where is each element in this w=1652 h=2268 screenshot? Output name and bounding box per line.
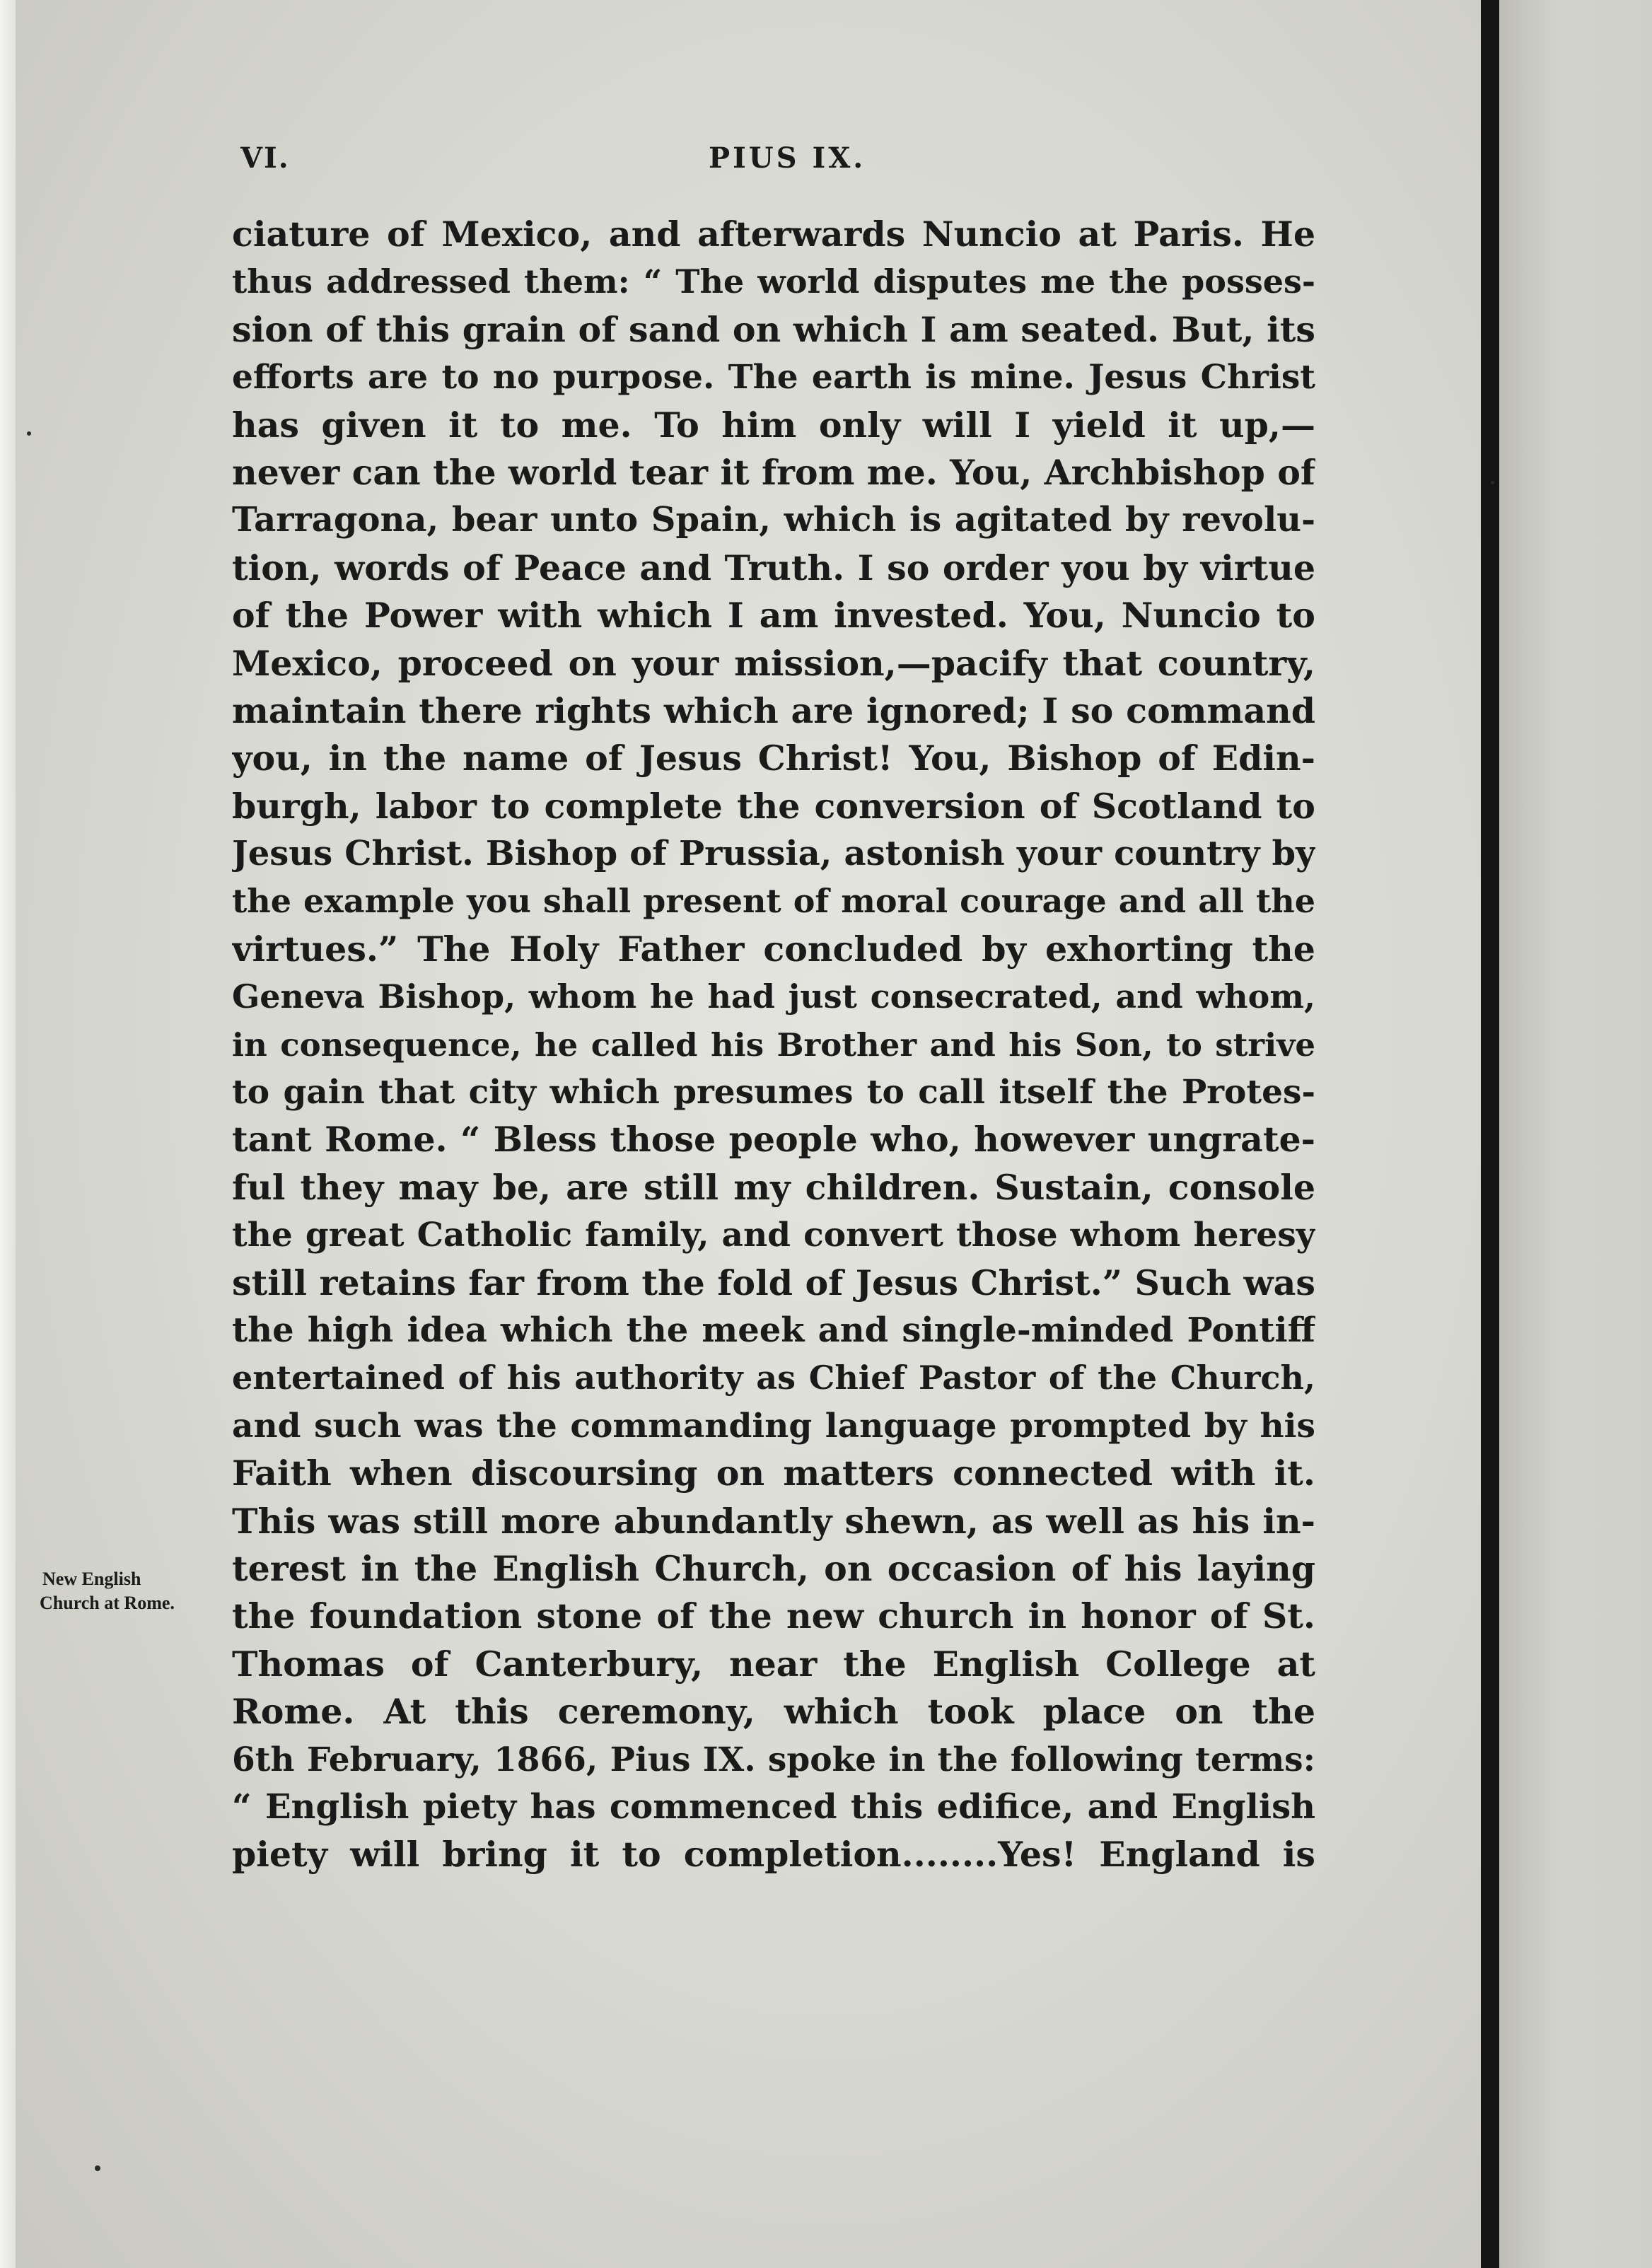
- text-line: and such was the commanding language prompted by his: [232, 1406, 1315, 1446]
- text-line: Faith when discoursing on matters connected with it.: [232, 1453, 1315, 1494]
- text-line: thus addressed them: “ The world disputes me the posses-: [232, 262, 1315, 301]
- text-line: the foundation stone of the new church in honor of St.: [232, 1595, 1315, 1637]
- margin-note-line: Church at Rome.: [40, 1593, 175, 1613]
- page-number: VI.: [240, 141, 290, 175]
- book-binding-edge: [1481, 0, 1499, 2268]
- text-line: of the Power with which I am invested. You, Nuncio to: [232, 595, 1315, 636]
- text-line: entertained of his authority as Chief Pastor of the Church,: [232, 1359, 1315, 1397]
- text-line: Jesus Christ. Bishop of Prussia, astonish your country by: [232, 834, 1315, 874]
- text-line: to gain that city which presumes to call itself the Protes-: [232, 1073, 1315, 1112]
- text-line: Mexico, proceed on your mission,—pacify that country,: [232, 642, 1315, 684]
- margin-note-line: New English: [42, 1569, 141, 1589]
- text-line: ciature of Mexico, and afterwards Nuncio at Paris. He: [232, 214, 1315, 255]
- text-line: “ English piety has commenced this edifice, and English: [232, 1786, 1315, 1827]
- scan-speck: [27, 431, 31, 436]
- body-text: [232, 211, 1315, 1879]
- text-line: 6th February, 1866, Pius IX. spoke in the following terms:: [232, 1740, 1315, 1779]
- text-line: you, in the name of Jesus Christ! You, Bishop of Edin-: [232, 738, 1315, 779]
- text-line: burgh, labor to complete the conversion of Scotland to: [232, 785, 1315, 827]
- text-line: tion, words of Peace and Truth. I so order you by virtue: [232, 547, 1315, 588]
- text-line: Geneva Bishop, whom he had just consecrated, and whom,: [232, 977, 1315, 1016]
- text-line: tant Rome. “ Bless those people who, however ungrate-: [232, 1119, 1315, 1161]
- text-line: the great Catholic family, and convert those whom heresy: [232, 1216, 1315, 1255]
- scan-speck: [1491, 481, 1494, 484]
- text-line: virtues.” The Holy Father concluded by exhorting the: [232, 928, 1315, 970]
- text-line: efforts are to no purpose. The earth is mine. Jesus Christ: [232, 358, 1315, 397]
- page-left-edge: [0, 0, 16, 2268]
- running-head: PIUS IX.: [709, 141, 866, 175]
- facing-page-strip: [1499, 0, 1652, 2268]
- text-line: terest in the English Church, on occasion of his laying: [232, 1547, 1315, 1589]
- text-line: the high idea which the meek and single-minded Pontiff: [232, 1310, 1315, 1350]
- text-line: the example you shall present of moral courage and all the: [232, 882, 1315, 921]
- text-line: in consequence, he called his Brother and his Son, to strive: [232, 1025, 1315, 1064]
- text-line: This was still more abundantly shewn, as well as his in-: [232, 1500, 1315, 1542]
- text-line: has given it to me. To him only will I yield it up,—: [232, 404, 1315, 446]
- text-line: never can the world tear it from me. You, Archbishop of: [232, 451, 1315, 493]
- text-line: maintain there rights which are ignored; I so command: [232, 690, 1315, 731]
- text-line: still retains far from the fold of Jesus Christ.” Such was: [232, 1262, 1315, 1303]
- text-line: Rome. At this ceremony, which took place on the: [232, 1691, 1315, 1733]
- text-line: piety will bring it to completion........Yes! England is: [232, 1834, 1315, 1876]
- text-line: ful they may be, are still my children. Sustain, console: [232, 1166, 1315, 1208]
- text-line: sion of this grain of sand on which I am seated. But, its: [232, 308, 1315, 350]
- text-line: Thomas of Canterbury, near the English College at: [232, 1643, 1315, 1685]
- text-line: Tarragona, bear unto Spain, which is agitated by revolu-: [232, 500, 1315, 540]
- scan-speck: [95, 2165, 100, 2171]
- margin-note: [40, 1567, 223, 1615]
